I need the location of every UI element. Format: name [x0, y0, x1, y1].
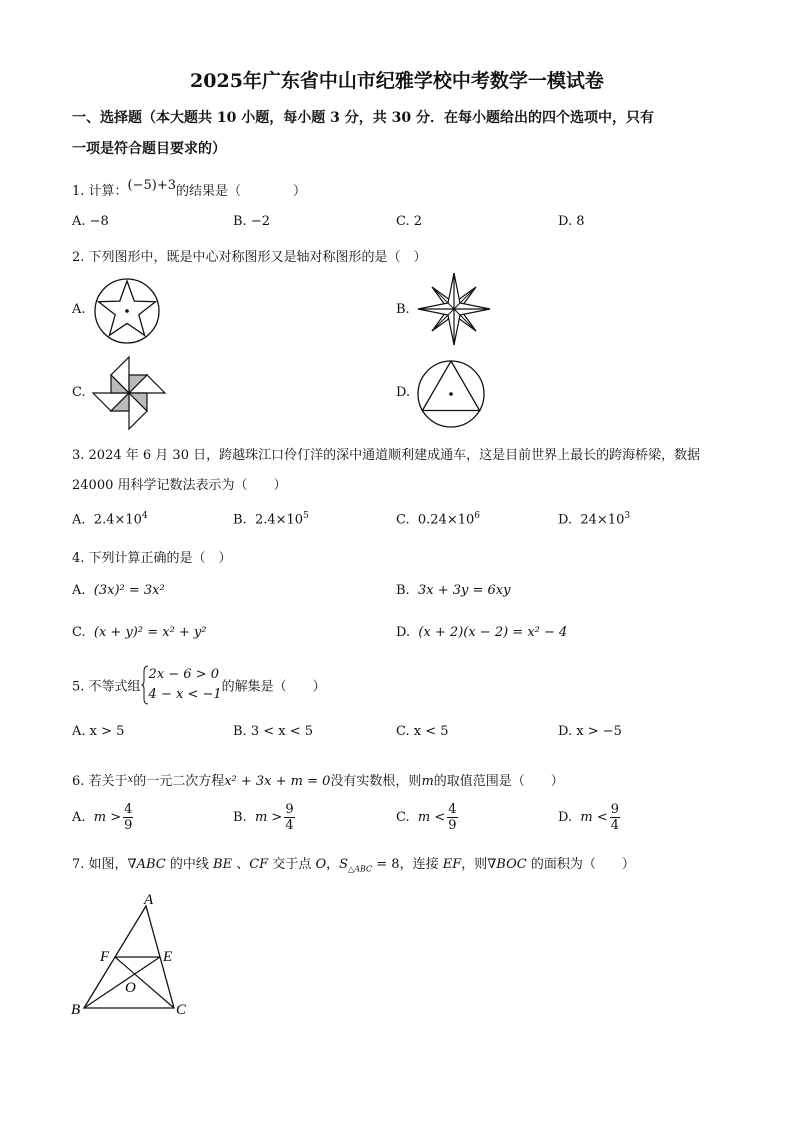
q1-option-c: C. 2	[396, 214, 423, 229]
q4-option-a: A. (3x)² = 3x²	[72, 583, 165, 598]
star-in-circle-figure	[92, 276, 162, 346]
vertex-label-c: C	[176, 1002, 187, 1018]
q4-option-c: C. (x + y)² = x² + y²	[72, 625, 207, 640]
q5-suffix: 的解集是（ ）	[221, 679, 326, 695]
section-header-line1: 一、选择题（本大题共 10 小题，每小题 3 分，共 30 分．在每小题给出的四个选项中，只有	[72, 110, 654, 126]
q5-option-b: B. 3 < x < 5	[233, 724, 314, 739]
q6-option-c: C. m < $\frac{4}{9}$	[396, 802, 457, 833]
page-title: 2025年广东省中山市纪雅学校中考数学一模试卷	[190, 70, 604, 92]
q6-option-a: A. m > $\frac{4}{9}$	[72, 802, 133, 833]
vertex-label-a: A	[144, 892, 154, 908]
q5-prefix: 5. 不等式组	[72, 679, 141, 695]
q1-prefix: 1. 计算：	[72, 184, 128, 199]
q5-option-a: A. x > 5	[72, 724, 125, 739]
q3-option-b: B. $2.4\times 10^5$	[233, 511, 309, 528]
q3-option-c: C. $0.24\times 10^6$	[396, 511, 481, 528]
q5-option-c: C. x < 5	[396, 724, 449, 739]
brace-icon	[141, 665, 149, 705]
q5-option-d: D. x > −5	[558, 724, 622, 739]
question-4-stem: 4. 下列计算正确的是（ ）	[72, 551, 232, 566]
q6-option-b: B. m > $\frac{9}{4}$	[233, 802, 294, 833]
question-7-stem: 7. 如图，∇ABC 的中线 BE 、CF 交于点 O，$S_{\triangle ABC} = 8$，连接 EF，则∇BOC 的面积为（ ）	[72, 857, 635, 874]
q6-option-d: D. m < $\frac{9}{4}$	[558, 802, 619, 833]
q1-option-a: A. −8	[72, 214, 109, 229]
q2-label-d: D.	[396, 385, 411, 400]
q3-option-a: A. $2.4\times 10^4$	[72, 511, 148, 528]
question-3-stem-line1: 3. 2024 年 6 月 30 日，跨越珠江口伶仃洋的深中通道顺利建成通车，这是目前世界上最长的跨海桥梁，数据	[72, 448, 701, 463]
triangle-abc-figure	[66, 890, 196, 1022]
q5-inequality-1: 2x − 6 > 0	[148, 667, 220, 682]
q2-label-b: B.	[396, 302, 410, 317]
point-label-o: O	[125, 980, 136, 996]
q2-label-a: A.	[72, 302, 86, 317]
q1-option-b: B. −2	[233, 214, 270, 229]
q1-expression: (−5)+3	[127, 178, 177, 193]
vertex-label-b: B	[71, 1002, 81, 1018]
q1-option-d: D. 8	[558, 214, 585, 229]
question-3-stem-line2: 24000 用科学记数法表示为（ ）	[72, 478, 287, 493]
pinwheel-figure	[91, 355, 167, 431]
q1-suffix: 的结果是（ ）	[176, 184, 307, 199]
question-2-stem: 2. 下列图形中，既是中心对称图形又是轴对称图形的是（ ）	[72, 250, 427, 265]
q2-label-c: C.	[72, 385, 86, 400]
point-label-f: F	[100, 949, 110, 965]
q3-option-d: D. $24\times 10^3$	[558, 511, 631, 528]
question-5-stem	[72, 665, 326, 705]
q5-inequality-2: 4 − x < −1	[148, 687, 222, 702]
question-1-stem	[72, 180, 306, 199]
question-6-stem: 6. 若关于$^x$的一元二次方程x² + 3x + m = 0没有实数根，则m的取值范围是（ ）	[72, 774, 564, 789]
compass-star-figure	[416, 271, 492, 347]
q4-option-d: D. (x + 2)(x − 2) = x² − 4	[396, 625, 568, 640]
point-label-e: E	[163, 949, 173, 965]
q4-option-b: B. 3x + 3y = 6xy	[396, 583, 511, 598]
triangle-in-circle-figure	[416, 359, 486, 429]
section-header-line2: 一项是符合题目要求的）	[72, 141, 226, 157]
